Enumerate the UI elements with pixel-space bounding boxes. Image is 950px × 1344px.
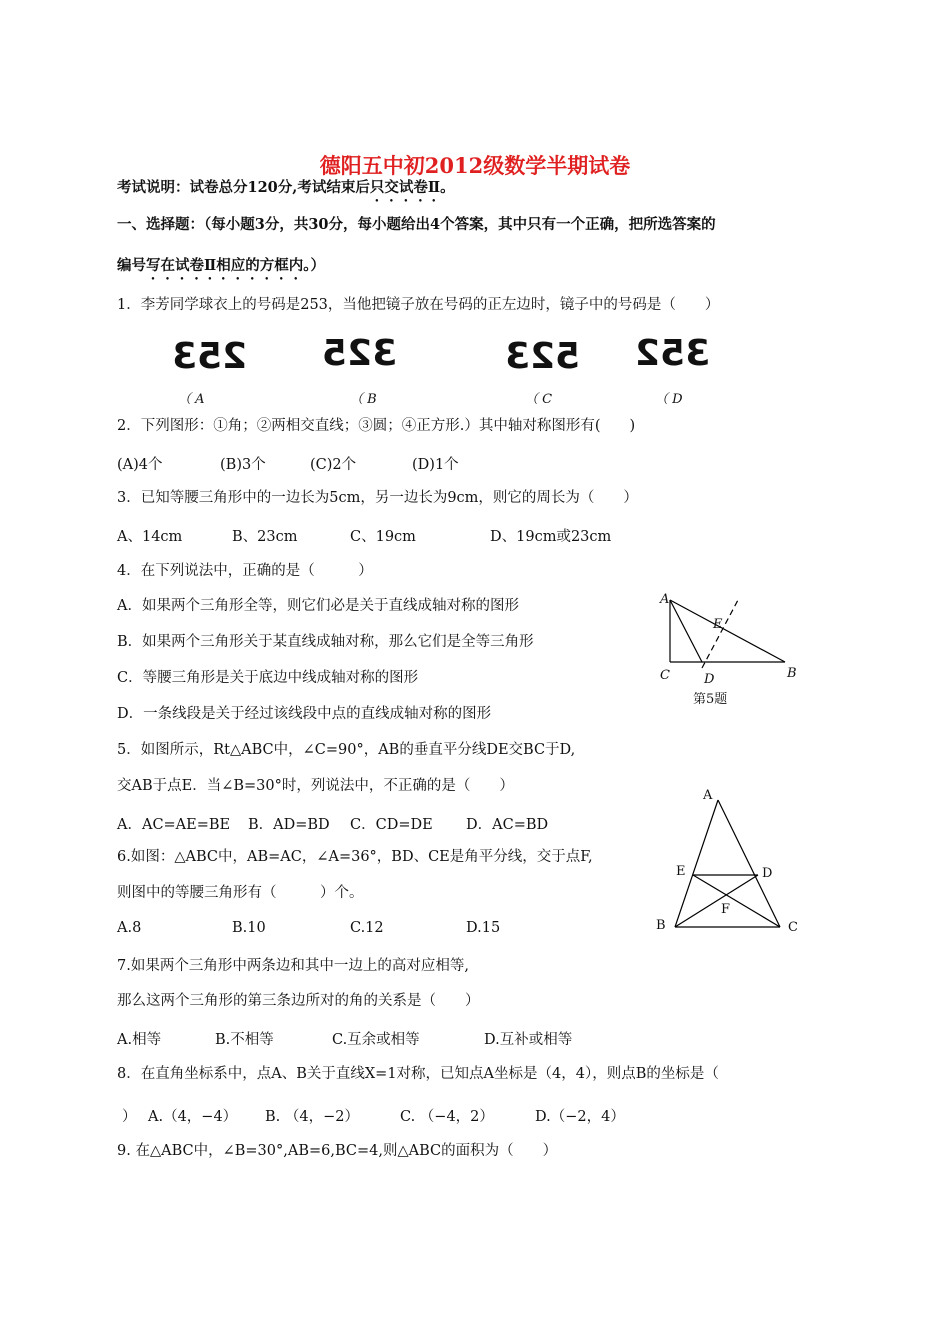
q2-option-a: (A)4个 (117, 457, 163, 473)
q8-option-c: C. （−4，2） (400, 1109, 494, 1125)
fig6-label-d: D (762, 866, 773, 881)
question-4: 4．在下列说法中，正确的是（ ） (117, 563, 373, 579)
fig5-label-e: E (713, 617, 723, 632)
question-7-line1: 7.如果两个三角形中两条边和其中一边上的高对应相等, (117, 958, 469, 974)
q2-option-d: (D)1个 (412, 457, 459, 473)
mirror-image-b: 325 (322, 333, 398, 374)
question-9: 9. 在△ABC中，∠B=30°,AB=6,BC=4,则△ABC的面积为（ ） (117, 1143, 558, 1159)
q7-option-c: C.互余或相等 (332, 1032, 420, 1048)
fig6-label-e: E (676, 864, 686, 879)
option-label-d: （ D (655, 392, 683, 407)
q7-option-a: A.相等 (117, 1032, 162, 1048)
question-7-line2: 那么这两个三角形的第三条边所对的角的关系是（ ） (117, 993, 480, 1009)
q3-option-d: D、19cm或23cm (490, 529, 612, 545)
fig5-label-c: C (660, 668, 670, 683)
q4-option-c: C．等腰三角形是关于底边中线成轴对称的图形 (117, 670, 419, 686)
option-label-a: （ A (178, 392, 205, 407)
option-label-c: （ C (525, 392, 553, 407)
q5-option-a: A．AC=AE=BE (117, 817, 231, 833)
section1-line2-c: 。） (303, 257, 325, 274)
q7-option-d: D.互补或相等 (484, 1032, 573, 1048)
q6-option-d: D.15 (466, 920, 501, 936)
instructions-label: 考试说明：试卷总分120分,考试结束后 (117, 179, 370, 196)
question-2: 2．下列图形：①角；②两相交直线；③圆；④正方形.）其中轴对称图形有( ) (117, 418, 636, 434)
fig6-label-b: B (656, 918, 666, 933)
question-1: 1．李芳同学球衣上的号码是253，当他把镜子放在号码的正左边时，镜子中的号码是（ ） (117, 297, 720, 313)
q4-option-d: D．一条线段是关于经过该线段中点的直线成轴对称的图形 (117, 706, 492, 722)
question-5-line2: 交AB于点E．当∠B=30°时，列说法中，不正确的是（ ） (117, 778, 514, 794)
q3-option-b: B、23cm (232, 529, 298, 545)
question-6-line2: 则图中的等腰三角形有（ ）个。 (117, 885, 364, 901)
q6-option-a: A.8 (117, 920, 142, 936)
mirror-image-a: 253 (172, 336, 248, 377)
q6-option-c: C.12 (350, 920, 384, 936)
mirror-image-c: 523 (505, 336, 581, 377)
q5-option-d: D．AC=BD (466, 817, 549, 833)
q4-option-b: B．如果两个三角形关于某直线成轴对称，那么它们是全等三角形 (117, 634, 534, 650)
fig5-label-b: B (787, 666, 797, 681)
figure-q5 (650, 590, 810, 700)
exam-instructions (117, 178, 455, 205)
q6-option-b: B.10 (232, 920, 266, 936)
question-5-line1: 5．如图所示，Rt△ABC中，∠C=90°，AB的垂直平分线DE交BC于D, (117, 742, 576, 758)
q2-option-c: (C)2个 (310, 457, 357, 473)
q3-option-a: A、14cm (117, 529, 183, 545)
q4-option-a: A．如果两个三角形全等，则它们必是关于直线成轴对称的图形 (117, 598, 519, 614)
section1-line2-a: 编号 (117, 257, 146, 274)
fig6-label-a: A (703, 788, 713, 803)
instructions-end: 。 (440, 179, 455, 196)
segment-ab (670, 600, 785, 662)
question-8-line1: 8．在直角坐标系中，点A、B关于直线X=1对称，已知点A坐标是（4，4），则点B的坐标是（ (117, 1066, 719, 1082)
question-6-line1: 6.如图：△ABC中，AB=AC，∠A=36°，BD、CE是角平分线，交于点F, (117, 849, 593, 865)
q8-paren: ） (122, 1109, 137, 1125)
page-title: 德阳五中初2012级数学半期试卷 (319, 153, 631, 178)
q8-option-a: A.（4，−4） (148, 1109, 238, 1125)
q5-option-c: C．CD=DE (350, 817, 433, 833)
fig5-caption: 第5题 (693, 692, 728, 707)
segment-bd (675, 875, 758, 927)
section1-line2-b: 写在试卷Ⅱ相应的方框内 (146, 257, 304, 274)
section1-heading: 一、选择题：（每小题3分，共30分，每小题给出4个答案，其中只有一个正确，把所选答案的 (117, 216, 716, 233)
q8-option-d: D.（−2，4） (535, 1109, 625, 1125)
fig5-label-a: A (660, 592, 670, 607)
fig5-label-d: D (704, 672, 715, 687)
option-label-b: （ B (350, 392, 377, 407)
q7-option-b: B.不相等 (215, 1032, 274, 1048)
q5-option-b: B．AD=BD (248, 817, 330, 833)
q2-option-b: (B)3个 (220, 457, 266, 473)
mirror-image-d: 352 (635, 333, 711, 374)
instructions-emphasis: 只交试卷Ⅱ (369, 179, 441, 196)
q3-option-c: C、19cm (350, 529, 416, 545)
section1-heading-cont (117, 256, 325, 283)
fig6-label-f: F (721, 902, 731, 917)
fig6-label-c: C (788, 920, 798, 935)
q8-option-b: B. （4，−2） (265, 1109, 359, 1125)
question-3: 3．已知等腰三角形中的一边长为5cm，另一边长为9cm，则它的周长为（ ） (117, 490, 638, 506)
